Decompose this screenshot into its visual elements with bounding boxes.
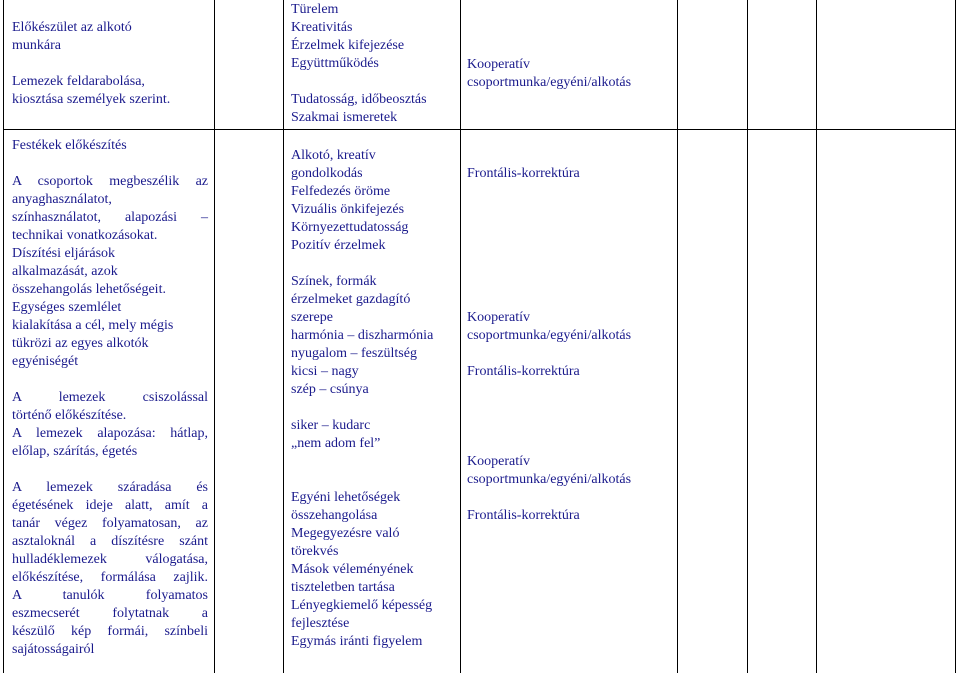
row-divider [3,129,955,130]
blank-line [467,201,673,219]
cell-line: csoportmunka/egyéni/alkotás [467,75,632,90]
cell-line: Festékek előkészítés [12,138,127,153]
cell-line: Felfedezés öröme [291,184,391,199]
cell-line: Kooperatív [467,454,530,469]
cell-line: Mások véleményének [291,562,414,577]
column-divider-3 [460,0,461,673]
cell-line: tükrözi az egyes alkotók [12,336,149,351]
cell-line: kicsi – nagy [291,364,359,379]
cell-line: alkalmazását, azok [12,264,118,279]
cell-line: Díszítési eljárások [12,246,116,261]
column-divider-2 [283,0,284,673]
cell-line: A lemezek száradása és [12,480,208,495]
table-border-left [3,0,4,673]
cell-line: Pozitív érzelmek [291,238,386,253]
cell-line: Kooperatív [467,310,530,325]
cell-line: harmónia – diszharmónia [291,328,434,343]
blank-line [12,461,208,479]
cell-line: összehangolása [291,508,378,523]
blank-line [291,453,455,471]
cell-line: kiosztása személyek szerint. [12,92,171,107]
cell-line: A lemezek alapozása: hátlap, [12,426,208,441]
cell-line: Környezettudatosság [291,220,409,235]
blank-line [467,489,673,507]
cell-line: Türelem [291,2,339,17]
cell-line: eszmecserét folytatnak a [12,606,208,621]
blank-line [291,399,455,417]
cell-line: összehangolás lehetőségeit. [12,282,166,297]
blank-line [467,291,673,309]
cell-line: fejlesztése [291,616,350,631]
blank-line [467,237,673,255]
blank-line [467,219,673,237]
column-divider-6 [816,0,817,673]
cell-line: technikai vonatkozásokat. [12,228,158,243]
cell-line: Egyéni lehetőségek [291,490,401,505]
blank-line [12,371,208,389]
cell-line: Előkészület az alkotó [12,20,132,35]
cell-line: szerepe [291,310,333,325]
cell-line: történő előkészítése. [12,408,127,423]
cell-line: tanár végez folyamatosan, az [12,516,208,531]
cell-line: tiszteletben tartása [291,580,395,595]
blank-line [467,255,673,273]
blank-line [467,399,673,417]
blank-line [467,381,673,399]
blank-line [291,471,455,489]
blank-line [291,255,455,273]
cell-line: A csoportok megbeszélik az [12,174,208,189]
cell-line: törekvés [291,544,339,559]
cell-line: anyaghasználatot, [12,192,112,207]
blank-line [467,183,673,201]
cell-line: szép – csúnya [291,382,369,397]
cell-line: Vizuális önkifejezés [291,202,405,217]
cell-line: Lemezek feldarabolása, [12,74,145,89]
activity-cell-bottom [12,137,208,659]
cell-line: Frontális-korrektúra [467,508,580,523]
cell-line: készülő kép formái, színbeli [12,624,208,639]
cell-line: égetésének ideje alatt, amít a [12,498,208,513]
method-cell-top [467,56,673,92]
cell-line: „nem adom fel” [291,436,381,451]
cell-line: színhasználatot, alapozási – [12,210,208,225]
cell-line: előkészítése, formálása zajlik. [12,570,208,585]
cell-line: Színek, formák [291,274,377,289]
cell-line: asztaloknál a díszítésre szánt [12,534,208,549]
cell-line: Egymás iránti figyelem [291,634,423,649]
cell-line: Szakmai ismeretek [291,110,398,125]
cell-line: Kreativitás [291,20,353,35]
cell-line: egyéniségét [12,354,79,369]
cell-line: sajátosságairól [12,642,95,657]
competency-cell-bottom [291,147,455,651]
method-cell-bottom [467,165,673,525]
cell-line: Megegyezésre való [291,526,400,541]
blank-line [467,417,673,435]
cell-line: érzelmeket gazdagító [291,292,411,307]
column-divider-4 [677,0,678,673]
cell-line: siker – kudarc [291,418,371,433]
cell-line: gondolkodás [291,166,363,181]
cell-line: hulladéklemezek válogatása, [12,552,208,567]
cell-line: A tanulók folyamatos [12,588,208,603]
cell-line: Kooperatív [467,57,530,72]
cell-line: munkára [12,38,61,53]
cell-line: A lemezek csiszolással [12,390,208,405]
activity-cell-top [12,19,208,109]
column-divider-5 [747,0,748,673]
cell-line: Tudatosság, időbeosztás [291,92,427,107]
cell-line: csoportmunka/egyéni/alkotás [467,472,632,487]
cell-line: kialakítása a cél, mely mégis [12,318,174,333]
blank-line [467,273,673,291]
cell-line: Frontális-korrektúra [467,364,580,379]
blank-line [467,435,673,453]
competency-cell-top [291,1,455,127]
cell-line: Együttműködés [291,56,379,71]
blank-line [467,345,673,363]
cell-line: nyugalom – feszültség [291,346,417,361]
cell-line: Lényegkiemelő képesség [291,598,433,613]
cell-line: Egységes szemlélet [12,300,122,315]
cell-line: csoportmunka/egyéni/alkotás [467,328,632,343]
column-divider-1 [214,0,215,673]
cell-line: Alkotó, kreatív [291,148,376,163]
blank-line [12,155,208,173]
table-border-right [955,0,956,673]
cell-line: Frontális-korrektúra [467,166,580,181]
cell-line: Érzelmek kifejezése [291,38,405,53]
cell-line: előlap, szárítás, égetés [12,444,138,459]
